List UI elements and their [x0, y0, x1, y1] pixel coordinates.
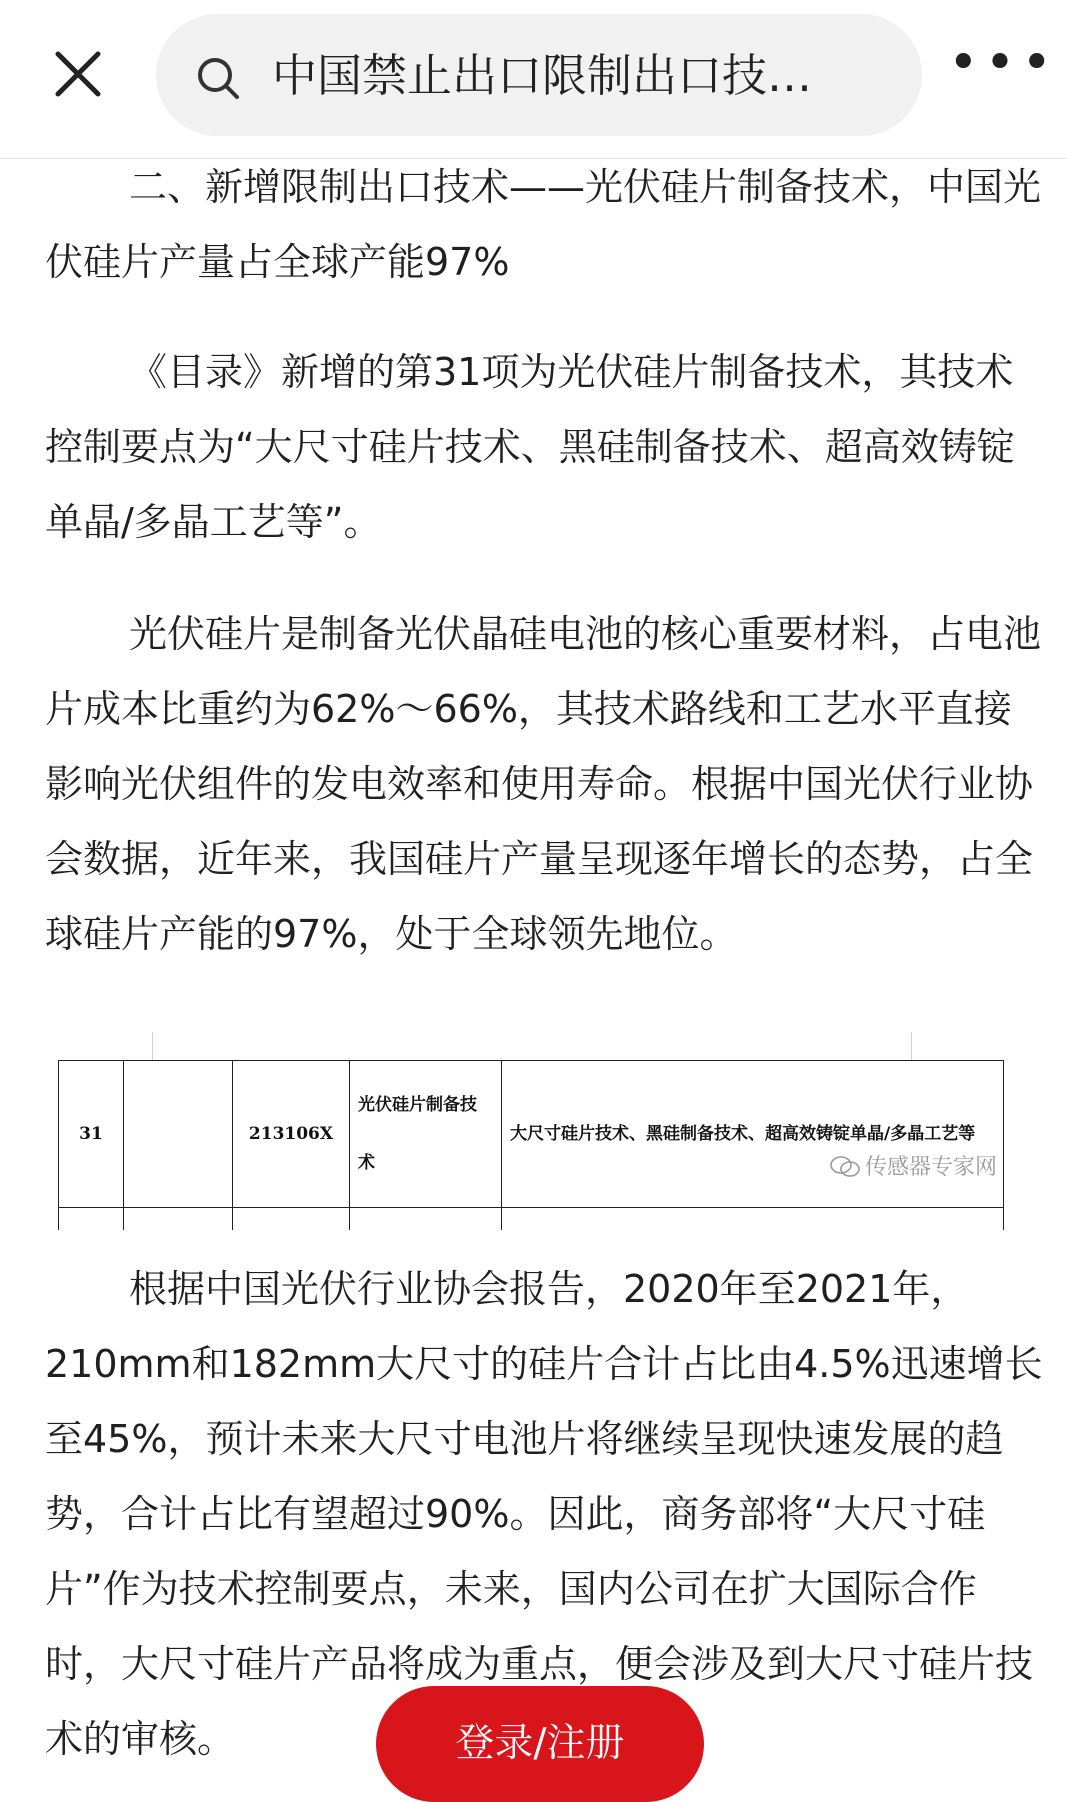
cell-control-points-text: 大尺寸硅片技术、黑硅制备技术、超高效铸锭单晶/多晶工艺等 — [510, 1124, 976, 1144]
cell-code: 213106X — [233, 1061, 350, 1208]
tech-table — [58, 1060, 1004, 1230]
close-icon — [48, 44, 108, 104]
cell-partial — [124, 1208, 233, 1231]
search-query-text: 中国禁止出口限制出口技… — [272, 49, 813, 102]
table-row — [59, 1061, 1004, 1208]
paragraph-catalog: 《目录》新增的第31项为光伏硅片制备技术，其技术控制要点为“大尺寸硅片技术、黑硅制备技术、超高效铸锭单晶/多晶工艺等”。 — [45, 350, 1015, 544]
cell-partial — [233, 1208, 350, 1231]
cell-number: 31 — [59, 1061, 124, 1208]
article-body — [45, 150, 1045, 1777]
cell-partial — [350, 1208, 502, 1231]
table-row-partial — [59, 1208, 1004, 1231]
cell-partial — [502, 1208, 1004, 1231]
more-options-button[interactable] — [948, 33, 1059, 96]
cell-tech-name: 光伏硅片制备技术 — [350, 1061, 502, 1208]
watermark — [829, 1139, 997, 1197]
cell-control-points — [502, 1061, 1004, 1208]
search-icon — [194, 54, 242, 102]
more-dots-icon: ••• — [948, 33, 1059, 93]
close-button[interactable] — [48, 44, 108, 104]
watermark-text: 传感器专家网 — [864, 1155, 997, 1180]
top-bar — [0, 0, 1067, 159]
tech-table-image — [58, 1032, 1004, 1197]
cell-partial — [59, 1208, 124, 1231]
paragraph-report: 根据中国光伏行业协会报告，2020年至2021年，210mm和182mm大尺寸的硅片合计占比由4.5%迅速增长至45%，预计未来大尺寸电池片将继续呈现快速发展的趋势，合计占比有望超过90%。因此，商务部将“大尺寸硅片”作为技术控制要点，未来，国内公司在扩大国际合作时，大尺寸硅片产品将成为重点，便会涉及到大尺寸硅片技术的审核。 — [45, 1267, 1043, 1761]
paragraph-material: 光伏硅片是制备光伏晶硅电池的核心重要材料，占电池片成本比重约为62%～66%，其技术路线和工艺水平直接影响光伏组件的发电效率和使用寿命。根据中国光伏行业协会数据，近年来，我国硅片产量呈现逐年增长的态势，占全球硅片产能的97%，处于全球领先地位。 — [45, 612, 1042, 956]
cell-blank — [124, 1061, 233, 1208]
section-heading: 二、新增限制出口技术——光伏硅片制备技术，中国光伏硅片产量占全球产能97% — [45, 165, 1042, 284]
search-bar[interactable] — [156, 14, 922, 136]
login-register-button[interactable]: 登录/注册 — [376, 1686, 704, 1802]
wechat-icon — [829, 1155, 861, 1177]
